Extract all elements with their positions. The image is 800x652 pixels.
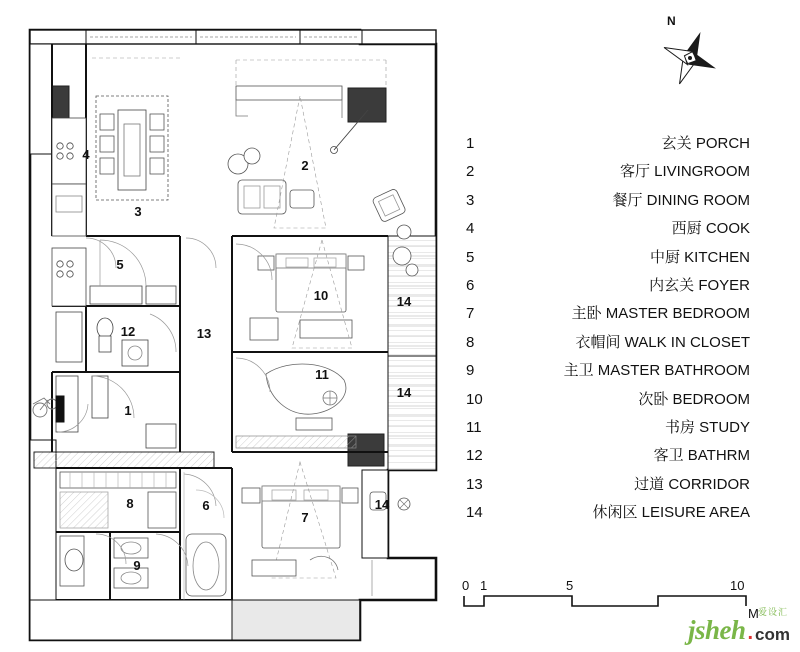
legend-label: 内玄关 FOYER (649, 276, 750, 294)
compass-rose (650, 14, 730, 94)
legend-row (466, 359, 786, 387)
legend-label: 西厨 COOK (671, 220, 750, 238)
legend-row (466, 331, 786, 359)
room-number-11: 11 (315, 367, 329, 382)
scale-tick-5: 5 (566, 578, 574, 593)
legend-number: 9 (466, 362, 475, 380)
legend-label: 餐厅 DINING ROOM (612, 191, 750, 209)
legend-label: 衣帽间 WALK IN CLOSET (575, 333, 750, 351)
legend-label: 客厅 LIVINGROOM (619, 163, 750, 181)
room-number-14-upper: 14 (396, 294, 412, 309)
legend-row (466, 388, 786, 416)
room-number-14-middle: 14 (396, 385, 412, 400)
room-number-2: 2 (301, 158, 309, 173)
legend-number: 6 (466, 276, 475, 294)
legend-number: 14 (466, 504, 483, 522)
watermark-cn-name: 爱设汇 (757, 607, 788, 617)
legend-number: 8 (466, 333, 475, 351)
compass-north-label: N (667, 14, 676, 28)
room-number-10: 10 (313, 288, 329, 303)
legend-label: 次卧 BEDROOM (638, 390, 750, 408)
room-number-9: 9 (133, 558, 141, 573)
legend-label: 中厨 KITCHEN (649, 248, 750, 266)
legend-number: 13 (466, 475, 483, 493)
legend-row (466, 444, 786, 472)
legend-row (466, 473, 786, 501)
site-watermark (687, 607, 790, 645)
legend-row (466, 416, 786, 444)
legend-row (466, 160, 786, 188)
watermark-dot: . (747, 622, 754, 644)
room-number-13: 13 (196, 326, 212, 341)
watermark-tld: com (755, 625, 790, 644)
legend-label: 客卫 BATHRM (653, 447, 750, 465)
legend-number: 12 (466, 447, 483, 465)
legend-label: 过道 CORRIDOR (634, 475, 750, 493)
legend-row (466, 274, 786, 302)
legend-label: 玄关 PORCH (661, 135, 750, 152)
legend-row (466, 132, 786, 160)
room-legend (466, 132, 786, 529)
scale-tick-1: 1 (480, 578, 488, 593)
legend-row (466, 217, 786, 245)
watermark-brand: jsheh (687, 615, 746, 645)
legend-label: 休闲区 LEISURE AREA (592, 504, 750, 522)
room-number-8: 8 (126, 496, 134, 511)
scale-tick-10: 10 (730, 578, 745, 593)
legend-number: 10 (466, 390, 483, 408)
legend-number: 4 (466, 220, 475, 238)
room-number-12: 12 (120, 324, 136, 339)
room-number-7: 7 (301, 510, 309, 525)
legend-number: 5 (466, 248, 475, 266)
legend-row (466, 246, 786, 274)
legend-number: 1 (466, 135, 475, 152)
room-number-5: 5 (116, 257, 124, 272)
room-number-4: 4 (82, 147, 90, 162)
scale-tick-0: 0 (462, 578, 470, 593)
legend-row (466, 302, 786, 330)
legend-label: 主卧 MASTER BEDROOM (571, 305, 750, 323)
room-number-14-lower: 14 (374, 497, 390, 512)
legend-row (466, 501, 786, 529)
room-number-1: 1 (124, 403, 132, 418)
legend-label: 主卫 MASTER BATHROOM (563, 362, 750, 380)
legend-number: 7 (466, 305, 475, 323)
room-number-6: 6 (202, 498, 210, 513)
legend-number: 2 (466, 163, 475, 181)
scale-unit: M (748, 606, 759, 621)
legend-number: 3 (466, 191, 475, 209)
legend-number: 11 (466, 418, 482, 436)
legend-label: 书房 STUDY (664, 418, 750, 436)
room-number-3: 3 (134, 204, 142, 219)
legend-row (466, 189, 786, 217)
